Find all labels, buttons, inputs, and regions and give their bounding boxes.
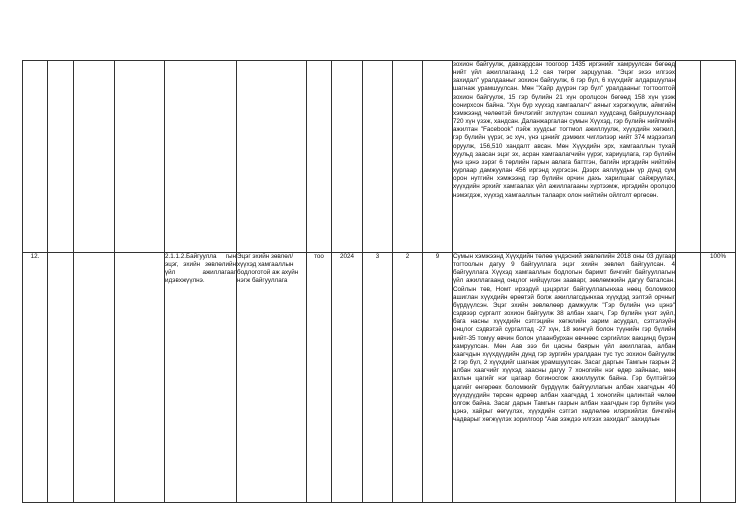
cell-empty (676, 253, 701, 503)
cell-empty (115, 61, 165, 253)
cell-empty (393, 61, 423, 253)
row-number: 12. (23, 253, 48, 503)
table-row (23, 253, 736, 503)
cell-empty (165, 61, 237, 253)
report-text-top: зохион байгуулж, давхардсан тоогоор 1435 иргэнийг хамруулсан бөгөөд нийт үйл ажиллагаанд 1.2 сая төгрөг зарцуулав. "Эцэг эхээ илгээх захидал" уралдааныг зохион байгуулж, 6 гэр бүл, 6 хүүхдийг алдаршуулан шагнаж урамшуулсан. Мөн "Хайр дүүрэн гэр бүл" уралдааныг тогтоолтой зохион байгуулж, 15 гэр бүлийн 21 хүн оролцсон бөгөөд 158 хүн үзэж сонирхсон байна. "Хүн бүр хүүхэд хамгаалагч" аяныг хэрэгжүүлж, аймгийн хэмжээнд чөлөөтэй бичлэгийг эхлүүлэн сошиал хуудсанд байршуулснаар 720 хүн үзэж, хандсан. Даланжаргалан сумын Хүүхэд, гэр бүлийн нийгмийн ажилтан "Facebook" пэйж хуудсыг тогтмол ажиллуулж, хүүхдийн хөгжил, гэр бүлийн үүрэг, эс хүч, үнэ цэнийг дэмжих чиглэлээр нийт 374 мэдээлэл оруулж, 156,510 хандалт авсан. Мөн Хүүхдийн эрх, хамгааллын тухай хуульд заасан эцэг эх, асран хамгаалагчийн үүрэг, хариуцлага, гэр бүлийн үнэ цэнэ зэрэг 6 төрлийн гарын авлага баттгэн, багийн иргэдийн нийтийн хурлаар дамжуулан 456 иргэнд хүргэсэн. Дээрх аяллуудын үр дүнд сум орон нутгийн хэмжээнд гэр бүлийн орчин дахь харилцааг сайжруулах, хүүхдийн эрхийг хамгаалах үйл ажиллагааны хүртээмж, иргэдийн оролцоо нэмэгдэж, хүүхэд хамгааллын талаарх олон нийтийн ойлголт өргөсөн. (453, 61, 676, 253)
unit-cell: тоо (307, 253, 332, 503)
year-cell: 2024 (332, 253, 363, 503)
cell-empty (423, 61, 453, 253)
cell-empty (115, 253, 165, 503)
cell-empty (701, 61, 736, 253)
cell-empty (48, 61, 74, 253)
report-table (22, 60, 736, 503)
cell-number-empty (23, 61, 48, 253)
cell-empty (307, 61, 332, 253)
percent-cell: 100% (701, 253, 736, 503)
actual-cell: 9 (423, 253, 453, 503)
report-text-bottom: Сумын хэмжээнд Хүүхдийн төлөө үндэсний зөвлөлийн 2018 оны 03 дугаар тогтоолын дагуу 9 байгууллага эцэг эхийн зөвлөл байгуулсан. 4 байгууллага Хүүхэд хамгааллын бодлогын баримт бичгийг байгууллагын үйл ажиллагаанд онцлог нийцүүлэн зааварг, зөвлөмжийн дагуу баталсан. Сойлын төв, Номт ирээдүй цэцэрлэг байгууллагынхаа нөөц боломжоо ашиглан хүүхдийн өрөөтэй болж ажиллагсдынхаа хүүхдэд ээлтэй орчныг бүрдүүлсэн. Эцэг эхийн зөвлөлөөр дамжуулж "Гэр бүлийн үнэ цэнэ" сэдвээр сургалт зохион байгуулж 38 албан хаагч, Гэр бүлийн үнэт зүйл, бага насны хүүхдийн сэтгэцийн хөгжлийн зарим асуудал, сэтгэлзүйн онцлог сэдвэтэй сургалтад -27 хүн, 18 жингүй болон түүнийн гэр бүлийн нийт-35 томуу өвчин болон улаанбурхан өвчнөөс сэргийлэх вакцинд бүрэн хамруулсан. Мөн Аав эээ би цасны баярын үйл ажиллагаа, албан хаагчдын хүүхдүүдийн дунд гэр зургийн уралдаан тус тус зохион байгуулж 2 гэр бүл, 2 хүүхдийг шагнаж урамшуулсан. Засаг даргын Тамгын газрын 2 албан хаагчийг хүүхэд заасны дагуу 7 хоногийн нэг өдөр зайнаас, мөн ахлын цагийг нэг цагаар богиносгож ажиллуулж байна. Гэр бүлтэйгээ цагийг өнгөрөөх боломжийг бүрдүүлж байгууллагын албан хаагчдын 40 хүүхдүүдийн төрсөн өдрөөр албан хаагчдад 1 хоногийн цалинтай чөлөө олгож байна. Засаг дарын Тамгын газрын албан хаагчдын гэр бүлийн үнэ цэнэ, хайрыг өөгүүлэх, хүүхдийн сэтгэл хөдлөлөө илэрхийлэх бичгийн чадварыг хөгжүүлэх зорилгоор "Аав ээждээ илгээх захидал" захидлын (453, 253, 676, 503)
indicator-text: Эцэг эхийн зөвлөл/ хүүхэд хамгааллын бодлоготой аж ахуйн нэгж байгууллага (237, 253, 307, 503)
baseline-cell: 3 (363, 253, 393, 503)
target-cell: 2 (393, 253, 423, 503)
cell-empty (676, 61, 701, 253)
table-row (23, 61, 736, 253)
activity-text: 2.1.1.2.Байгуулла гын эцэг, эхийн зөвлөлийн үйл ажиллагааг идэвхжүүлнэ. (165, 253, 237, 503)
cell-empty (74, 253, 115, 503)
cell-empty (363, 61, 393, 253)
cell-empty (74, 61, 115, 253)
cell-empty (48, 253, 74, 503)
cell-empty (237, 61, 307, 253)
cell-empty (332, 61, 363, 253)
